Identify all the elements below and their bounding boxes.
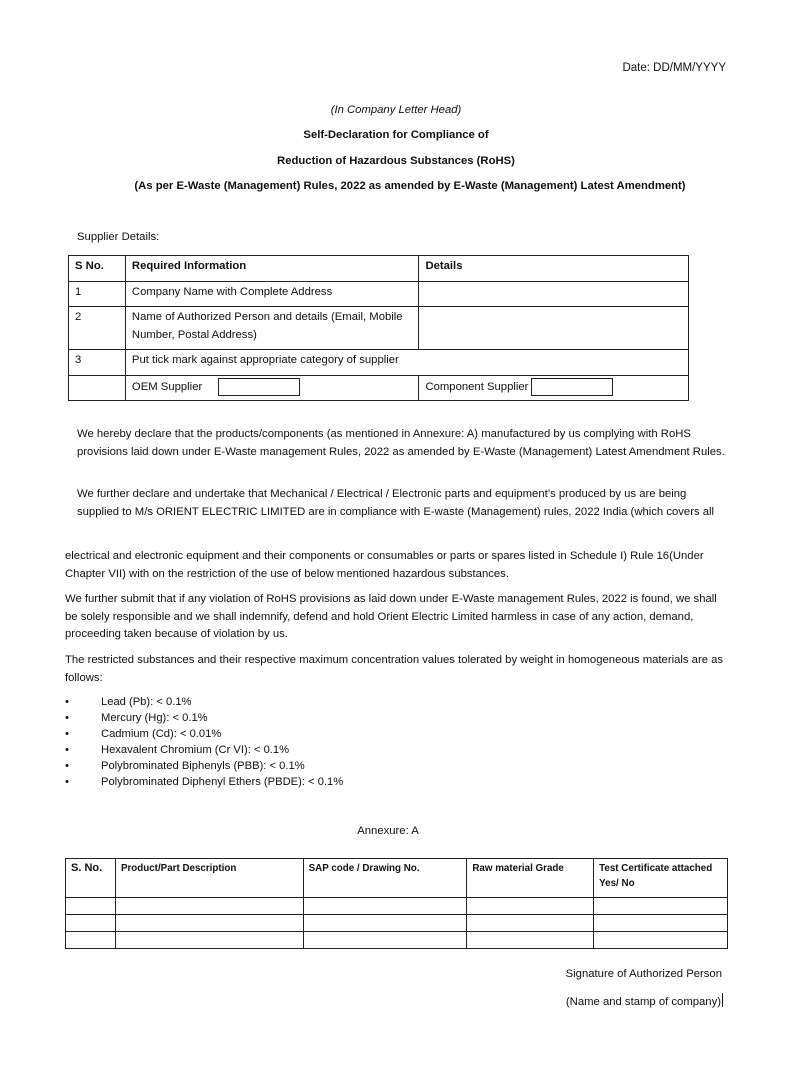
list-item: • Hexavalent Chromium (Cr VI): < 0.1% bbox=[65, 744, 290, 756]
header-sno: S. No. bbox=[66, 859, 116, 898]
supplier-details-label: Supplier Details: bbox=[77, 231, 160, 243]
supplier-table-header bbox=[69, 256, 689, 282]
list-item: • Mercury (Hg): < 0.1% bbox=[65, 712, 208, 724]
supplier-table bbox=[68, 255, 689, 401]
table-row bbox=[69, 376, 689, 401]
component-supplier-cell bbox=[419, 376, 689, 401]
title-line-1: Self-Declaration for Compliance of bbox=[303, 129, 489, 141]
row-info: Name of Authorized Person and details (Email, Mobile Number, Postal Address) bbox=[125, 307, 419, 350]
declaration-paragraph-3: electrical and electronic equipment and their components or consumables or parts or spares listed in Schedule I) Rule 16(Under Chapter VII) with on the restriction of the use of below mentioned hazardous substances. bbox=[65, 550, 704, 580]
date-field: Date: DD/MM/YYYY bbox=[622, 62, 726, 74]
details-cell-authorized-person[interactable] bbox=[419, 307, 689, 350]
details-cell-company[interactable] bbox=[419, 282, 689, 307]
annexure-table-header bbox=[66, 859, 728, 898]
oem-supplier-cell bbox=[125, 376, 419, 401]
table-row bbox=[69, 307, 689, 350]
restricted-substances-intro: The restricted substances and their respective maximum concentration values tolerated by weight in homogeneous materials are as follows: bbox=[65, 654, 724, 684]
oem-supplier-tickbox[interactable] bbox=[218, 378, 300, 396]
row-info: Company Name with Complete Address bbox=[125, 282, 419, 307]
declaration-paragraph-2: We further declare and undertake that Mechanical / Electrical / Electronic parts and equipment’s produced by us are being supplied to M/s ORIENT ELECTRIC LIMITED are in compliance with E-waste (Management) rules, 2022 India (which covers all bbox=[77, 488, 715, 518]
row-sno: 3 bbox=[69, 350, 126, 376]
letterhead-note: (In Company Letter Head) bbox=[330, 104, 462, 116]
header-sno: S No. bbox=[69, 256, 126, 282]
component-supplier-tickbox[interactable] bbox=[531, 378, 613, 396]
signature-label: Signature of Authorized Person bbox=[565, 968, 722, 980]
table-row bbox=[69, 282, 689, 307]
header-details: Details bbox=[419, 256, 689, 282]
bullet: • bbox=[65, 728, 69, 740]
component-supplier-label: Component Supplier bbox=[425, 380, 529, 393]
bullet: • bbox=[65, 776, 69, 788]
header-test-certificate: Test Certificate attached Yes/ No bbox=[594, 859, 728, 898]
table-row bbox=[66, 915, 728, 932]
bullet: • bbox=[65, 760, 69, 772]
row-sno: 1 bbox=[69, 282, 126, 307]
name-stamp-line[interactable] bbox=[566, 993, 723, 1008]
row-sno-empty bbox=[69, 376, 126, 401]
list-item: • Lead (Pb): < 0.1% bbox=[65, 696, 192, 708]
table-row bbox=[66, 932, 728, 949]
list-item: • Polybrominated Biphenyls (PBB): < 0.1% bbox=[65, 760, 305, 772]
row-sno: 2 bbox=[69, 307, 126, 350]
title-line-2: Reduction of Hazardous Substances (RoHS) bbox=[277, 155, 515, 167]
header-product-description: Product/Part Description bbox=[115, 859, 303, 898]
title-line-3: (As per E-Waste (Management) Rules, 2022 as amended by E-Waste (Management) Latest Amendment) bbox=[134, 180, 686, 192]
violation-paragraph: We further submit that if any violation of RoHS provisions as laid down under E-Waste management Rules, 2022 is found, we shall be solely responsible and we shall indemnify, defend and hold Orient Electric Limited harmless in case of any action, demand, proceeding taken because of violation by us. bbox=[65, 593, 717, 640]
bullet: • bbox=[65, 744, 69, 756]
text-cursor bbox=[722, 993, 723, 1007]
header-raw-material: Raw material Grade bbox=[467, 859, 594, 898]
table-row bbox=[69, 350, 689, 376]
header-required-info: Required Information bbox=[125, 256, 419, 282]
table-row bbox=[66, 898, 728, 915]
substances-list bbox=[65, 694, 465, 790]
bullet: • bbox=[65, 696, 69, 708]
row-info: Put tick mark against appropriate category of supplier bbox=[125, 350, 688, 376]
declaration-paragraph-1: We hereby declare that the products/components (as mentioned in Annexure: A) manufactured by us complying with RoHS provisions laid down under E-Waste management Rules, 2022 as amended by E-Waste (Management) Latest Amendment Rules. bbox=[77, 428, 725, 458]
bullet: • bbox=[65, 712, 69, 724]
oem-supplier-label: OEM Supplier bbox=[131, 380, 203, 393]
name-stamp-label: (Name and stamp of company) bbox=[565, 996, 721, 1008]
header-sap-code: SAP code / Drawing No. bbox=[303, 859, 467, 898]
annexure-table bbox=[65, 858, 728, 949]
list-item: • Polybrominated Diphenyl Ethers (PBDE): < 0.1% bbox=[65, 776, 344, 788]
list-item: • Cadmium (Cd): < 0.01% bbox=[65, 728, 222, 740]
annexure-title: Annexure: A bbox=[357, 825, 419, 837]
